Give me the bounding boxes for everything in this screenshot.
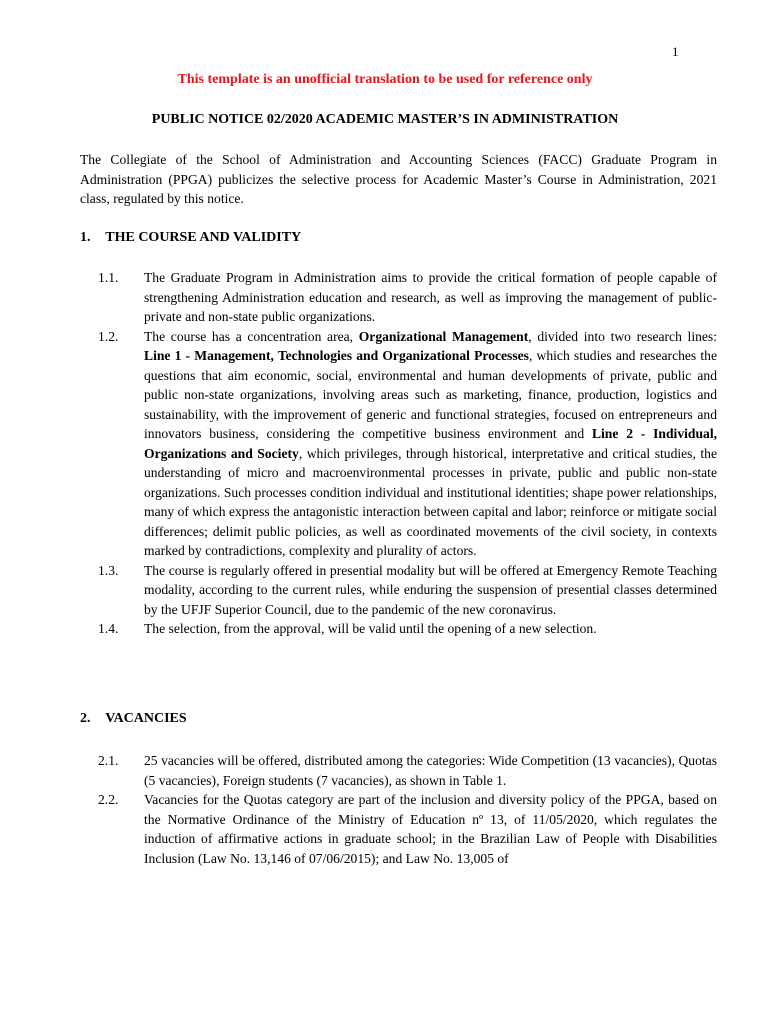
section-heading: [80, 711, 187, 727]
item-number: 1.4.: [98, 621, 119, 636]
translation-notice: This template is an unofficial translation to be used for reference only: [177, 72, 593, 87]
list-item: [80, 790, 717, 868]
item-number: 1.3.: [98, 562, 119, 578]
research-line-2: Line 2 - Individual, Organizations and Society: [144, 426, 717, 461]
item-text: The course has a concentration area,: [144, 328, 359, 344]
item-text: , divided into two research lines:: [528, 328, 717, 344]
research-line-1: Line 1 - Management, Technologies and Organizational Processes: [144, 348, 529, 363]
section-number: 1.: [80, 230, 91, 245]
list-item: [80, 751, 717, 790]
section-number: 2.: [80, 711, 91, 726]
item-text: The Graduate Program in Administration aims to provide the critical formation of people capable of strengthening Administration education and research, as well as improving the management of public-private and non-state public organizations.: [144, 270, 717, 324]
item-text: , which privileges, through historical, interpretative and critical studies, the understanding of micro and macroenvironmental processes in private, public and public non-state organizations. Such processes condition individual and institutional identities; shape power relationships, many of which express the antagonistic interaction between capital and labor; reinforce or mitigate social differences; delimit public policies, as well as coordinated movements of the civil society, in contexts marked by contradictions, complexity and plurality of actors.: [144, 445, 717, 558]
section-heading: [80, 230, 301, 246]
item-number: 2.1.: [98, 753, 119, 768]
item-text: , which studies and researches the questions that aim economic, social, environmental and human developments of private, public and public non-state organizations, involving areas such as marketing, finance, production, logistics and sustainability, with the improvement of generic and functional strategies, focused on entrepreneurs and innovators business, considering the competitive business environment and: [144, 348, 717, 441]
item-text: 25 vacancies will be offered, distributed among the categories: Wide Competition (13 vacancies), Quotas (5 vacancies), Foreign students (7 vacancies), as shown in Table 1.: [144, 753, 717, 788]
item-number: 1.2.: [98, 328, 119, 344]
list-item: [80, 327, 717, 561]
list-item: [80, 268, 717, 327]
item-text: Vacancies for the Quotas category are part of the inclusion and diversity policy of the PPGA, based on the Normative Ordinance of the Ministry of Education nº 13, of 11/05/2020, which regulates the induction of affirmative actions in graduate school; in the Brazilian Law of People with Disabilities Inclusion (Law No. 13,146 of 07/06/2015); and Law No. 13,005 of: [144, 792, 717, 866]
section-1-list: [80, 268, 717, 639]
item-number: 2.2.: [98, 792, 119, 807]
document-title: PUBLIC NOTICE 02/2020 ACADEMIC MASTER’S IN ADMINISTRATION: [151, 112, 619, 127]
intro-paragraph: The Collegiate of the School of Administration and Accounting Sciences (FACC) Graduate Program in Administration (PPGA) publicizes the selective process for Academic Master’s Course in Administration, 2021 class, regulated by this notice.: [80, 152, 717, 207]
list-item: [80, 619, 717, 639]
page-number: 1: [672, 44, 679, 59]
section-2-list: [80, 751, 717, 868]
concentration-area: Organizational Management: [358, 328, 529, 344]
list-item: [80, 561, 717, 620]
section-title: THE COURSE AND VALIDITY: [105, 230, 302, 245]
section-title: VACANCIES: [105, 711, 187, 726]
item-number: 1.1.: [98, 270, 119, 285]
item-text: The course is regularly offered in presential modality but will be offered at Emergency Remote Teaching modality, according to the current rules, while enduring the suspension of presential classes determined by the UFJF Superior Council, due to the pandemic of the new coronavirus.: [144, 562, 717, 617]
item-text: The selection, from the approval, will be valid until the opening of a new selection.: [144, 621, 597, 636]
